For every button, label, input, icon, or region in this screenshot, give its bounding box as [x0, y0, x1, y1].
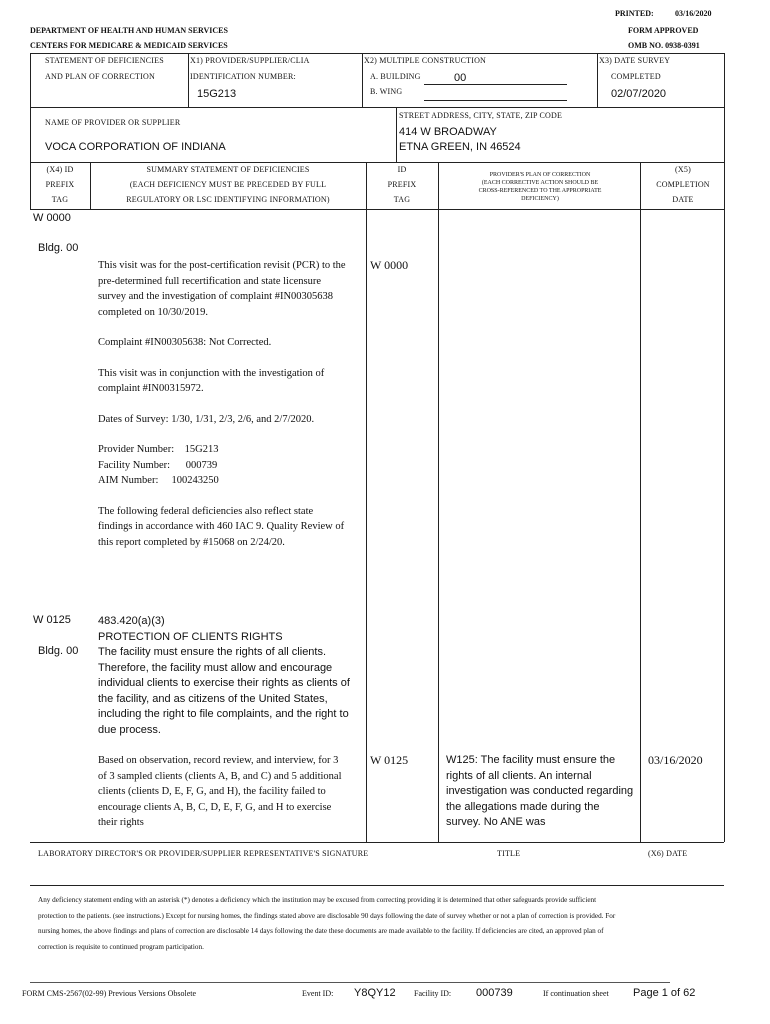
form-approved: FORM APPROVED [628, 26, 699, 35]
address-label: STREET ADDRESS, CITY, STATE, ZIP CODE [399, 111, 563, 120]
summary-header-1: SUMMARY STATEMENT OF DEFICIENCIES [146, 165, 310, 174]
x3-label-2: COMPLETED [611, 72, 661, 81]
bldg-label-1: Bldg. 00 [38, 242, 79, 254]
event-id-value: Y8QY12 [354, 987, 396, 999]
complaint-paragraph: Complaint #IN00305638: Not Corrected. [98, 337, 272, 348]
id-header-3: TAG [393, 195, 411, 204]
address-line-2: ETNA GREEN, IN 46524 [399, 141, 521, 153]
department-name: DEPARTMENT OF HEALTH AND HUMAN SERVICES [30, 26, 228, 35]
building-label: A. BUILDING [370, 72, 421, 81]
tag-w0125: W 0125 [33, 614, 71, 626]
page-number: Page 1 of 62 [633, 987, 696, 999]
survey-date-value: 02/07/2020 [611, 88, 667, 100]
provider-name: VOCA CORPORATION OF INDIANA [45, 141, 226, 153]
facility-id-value: 000739 [476, 987, 513, 999]
provider-number: Provider Number: 15G213 [98, 444, 219, 455]
tag-w0000-right: W 0000 [370, 258, 409, 272]
address-line-1: 414 W BROADWAY [399, 126, 497, 138]
dates-paragraph: Dates of Survey: 1/30, 1/31, 2/3, 2/6, and 2/7/2020. [98, 413, 315, 425]
x4-header-2: PREFIX [45, 180, 75, 189]
id-header-1: ID [397, 165, 407, 174]
plan-header-2: (EACH CORRECTIVE ACTION SHOULD BE [481, 180, 599, 186]
regulation-title: PROTECTION OF CLIENTS RIGHTS [98, 630, 283, 643]
id-header-2: PREFIX [387, 180, 417, 189]
printed-label: PRINTED: [615, 9, 654, 18]
plan-of-correction-text: W125: The facility must ensure the rights of all clients. An internal investigation was conducted regarding the allegations made during the survey. No ANE was [446, 754, 634, 828]
visit-paragraph: This visit was for the post-certification revisit (PCR) to the pre-determined full recertification and state licensure survey and the investigation of complaint #IN00305638 completed on 10/30/2019. [98, 260, 346, 318]
x3-label-1: X3) DATE SURVEY [599, 56, 671, 65]
x1-label-1: X1) PROVIDER/SUPPLIER/CLIA [190, 56, 310, 65]
x1-label-2: IDENTIFICATION NUMBER: [190, 72, 296, 81]
form-id: FORM CMS-2567(02-99) Previous Versions Obsolete [22, 989, 197, 998]
completion-date: 03/16/2020 [648, 753, 703, 767]
centers-name: CENTERS FOR MEDICARE & MEDICAID SERVICES [30, 41, 228, 50]
x6-date-label: (X6) DATE [648, 849, 688, 858]
x5-header-3: DATE [672, 195, 694, 204]
bldg-label-2: Bldg. 00 [38, 645, 79, 657]
finding-text: Based on observation, record review, and interview, for 3 of 3 sampled clients (clients A, B, and C) and 5 additional clients (clients D, E, F, G, and H), the facility failed to encourage clients A, B, C, D, E, F, G, and H to exercise their rights [98, 755, 342, 828]
omb-number: OMB NO. 0938-0391 [628, 41, 700, 50]
regulation-text: The facility must ensure the rights of all clients. Therefore, the facility must allow and encourage individual clients to exercise their rights as clients of the facility, and as citizens of the United States, including the right to file complaints, and the right to due process. [98, 646, 350, 736]
x5-header-2: COMPLETION [656, 180, 710, 189]
provider-name-label: NAME OF PROVIDER OR SUPPLIER [45, 118, 181, 127]
statement-label-1: STATEMENT OF DEFICIENCIES [45, 56, 164, 65]
aim-number: AIM Number: 100243250 [98, 475, 219, 486]
x4-header-3: TAG [51, 195, 69, 204]
x5-header-1: (X5) [675, 165, 691, 174]
building-value: 00 [454, 72, 467, 84]
disclaimer-text: Any deficiency statement ending with an asterisk (*) denotes a deficiency which the institution may be excused from correcting providing it is determined that other safeguards provide sufficient protection to the patients. (see instructions.) Except for nursing homes, the findings stated above are disclosable 90 days following the date of survey whether or not a plan of correction is provided. For nursing homes, the above findings and plans of correction are disclosable 14 days following the date these documents are made available to the facility. If deficiencies are cited, an approved plan of correction is requisite to continued program participation. [38, 896, 616, 951]
provider-id-value: 15G213 [197, 88, 237, 100]
continuation-label: If continuation sheet [543, 989, 609, 998]
signature-label: LABORATORY DIRECTOR'S OR PROVIDER/SUPPLIER REPRESENTATIVE'S SIGNATURE [38, 849, 369, 858]
title-label: TITLE [497, 849, 521, 858]
event-id-label: Event ID: [302, 989, 334, 998]
tag-w0000: W 0000 [33, 212, 71, 224]
plan-header-3: CROSS-REFERENCED TO THE APPROPRIATE [478, 188, 602, 194]
summary-block-1 [98, 258, 350, 565]
regulation-block [98, 614, 360, 738]
printed-date: 03/16/2020 [675, 9, 712, 18]
x2-label: X2) MULTIPLE CONSTRUCTION [364, 56, 487, 65]
regulation-code: 483.420(a)(3) [98, 615, 165, 627]
numbers-paragraph [98, 442, 350, 489]
federal-paragraph: The following federal deficiencies also reflect state findings in accordance with 460 IAC 9. Quality Review of this report completed by #15068 on 2/24/20. [98, 505, 345, 548]
summary-header-3: REGULATORY OR LSC IDENTIFYING INFORMATION) [126, 195, 330, 204]
summary-header-2: (EACH DEFICIENCY MUST BE PRECEDED BY FULL [129, 180, 327, 189]
wing-label: B. WING [370, 87, 403, 96]
conjunction-paragraph: This visit was in conjunction with the investigation of complaint #IN00315972. [98, 367, 325, 394]
facility-number: Facility Number: 000739 [98, 459, 218, 471]
facility-id-label: Facility ID: [414, 989, 452, 998]
tag-w0125-right: W 0125 [370, 753, 409, 767]
statement-label-2: AND PLAN OF CORRECTION [45, 72, 155, 81]
x4-header-1: (X4) ID [46, 165, 74, 174]
plan-header-1: PROVIDER'S PLAN OF CORRECTION [489, 172, 591, 178]
plan-header-4: DEFICIENCY) [521, 196, 559, 202]
